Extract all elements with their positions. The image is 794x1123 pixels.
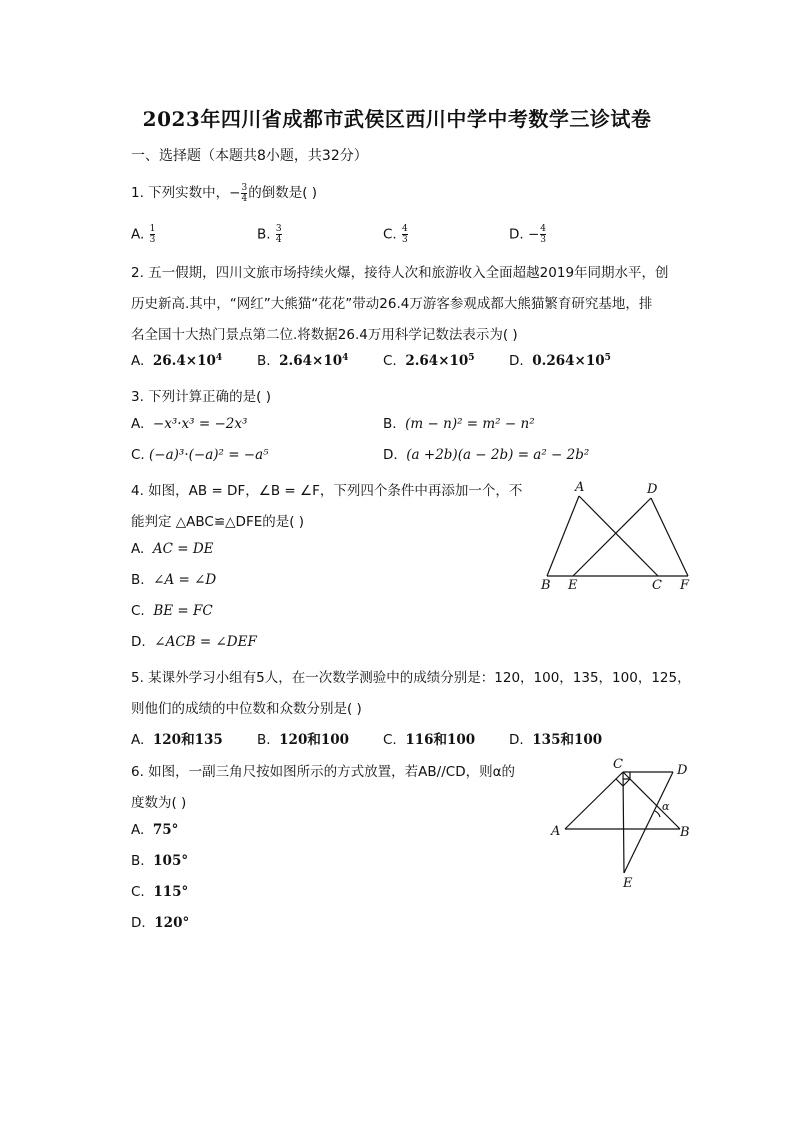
option-letter: D.: [509, 353, 524, 369]
option-expr: −x³·x³ = −2x³: [152, 416, 248, 432]
q6-option-a: [131, 822, 178, 838]
option-exp: 5: [468, 353, 475, 363]
q4-option-a: [131, 541, 214, 557]
q1-option-b: [257, 224, 283, 245]
option-expr: ∠ACB = ∠DEF: [154, 634, 257, 650]
q5-option-b: [257, 728, 349, 748]
option-expr: (m − n)² = m² − n²: [405, 416, 535, 432]
option-letter: B.: [257, 353, 271, 369]
option-letter: B.: [131, 853, 145, 869]
label-c: C: [652, 578, 662, 593]
q1-frac-num: 3: [241, 182, 248, 193]
alpha-arc: [655, 811, 660, 817]
q5-line-2: 则他们的成绩的中位数和众数分别是( ): [131, 701, 362, 717]
option-base: 0.264×10: [532, 353, 605, 369]
option-sign: −: [527, 226, 540, 243]
q5-option-d: [509, 728, 602, 748]
segment-ac: [579, 496, 658, 576]
frac-den: 3: [540, 235, 547, 245]
option-letter: A.: [131, 226, 145, 243]
q2-option-a: [131, 353, 222, 369]
q1-option-b-fraction: [276, 224, 282, 245]
option-letter: A.: [131, 353, 145, 369]
option-letter: D.: [509, 732, 524, 748]
frac-num: 3: [275, 224, 282, 234]
q3-option-a: [131, 416, 247, 432]
frac-num: 4: [540, 224, 547, 234]
q2-line-3: 名全国十大热门景点第二位.将数据26.4万用科学记数法表示为( ): [131, 327, 518, 343]
frac-den: 4: [275, 235, 282, 245]
option-letter: B.: [131, 572, 145, 588]
q3-stem: 3. 下列计算正确的是( ): [131, 389, 271, 405]
label-c: C: [613, 757, 623, 772]
option-text: 120和100: [279, 732, 350, 748]
q6-line-2: 度数为( ): [131, 795, 187, 811]
segment-ca: [565, 772, 623, 829]
section-heading: 一、选择题（本题共8小题，共32分）: [131, 148, 368, 164]
q1-option-c: [383, 224, 409, 245]
q5-option-a: [131, 728, 223, 748]
q3-option-d: [383, 447, 589, 463]
option-base: 2.64×10: [405, 353, 469, 369]
q1-frac-den: 4: [241, 193, 248, 204]
q4-option-d: [131, 634, 257, 650]
q6-line-1: 6. 如图，一副三角尺按如图所示的方式放置，若AB//CD，则α的: [131, 764, 515, 780]
q2-option-b: [257, 353, 348, 369]
option-text: 120和135: [152, 732, 223, 748]
option-text: 135和100: [532, 732, 603, 748]
option-letter: A.: [131, 416, 145, 432]
q1-option-a: [131, 224, 156, 245]
q1-option-a-fraction: [150, 224, 156, 245]
option-expr: BE = FC: [153, 603, 213, 619]
q3-option-b: [383, 416, 535, 432]
q6-option-d: [131, 915, 189, 931]
option-expr: AC = DE: [152, 541, 214, 557]
label-d: D: [677, 763, 688, 778]
q1-fraction: [241, 183, 247, 204]
option-letter: D.: [131, 634, 146, 650]
option-base: 2.64×10: [279, 353, 343, 369]
option-exp: 4: [342, 353, 349, 363]
frac-den: 3: [402, 235, 408, 245]
option-letter: C.: [131, 884, 145, 900]
segment-de: [573, 498, 651, 576]
q4-line-1: 4. 如图，AB = DF，∠B = ∠F，下列四个条件中再添加一个，不: [131, 483, 523, 499]
option-exp: 5: [604, 353, 611, 363]
option-text: 120°: [154, 915, 190, 931]
label-b: B: [680, 825, 690, 840]
option-text: 75°: [152, 822, 179, 838]
q1-option-d: [509, 224, 547, 245]
q1-stem-after: 的倒数是( ): [248, 185, 318, 201]
option-letter: C.: [383, 226, 397, 243]
label-d: D: [647, 482, 658, 497]
option-letter: A.: [131, 822, 145, 838]
segment-cb: [623, 772, 680, 829]
q2-option-c: [383, 353, 475, 369]
q5-line-1: 5. 某课外学习小组有5人，在一次数学测验中的成绩分别是：120，100，135，100，125，: [131, 670, 691, 686]
q1-option-d-fraction: [540, 224, 546, 245]
option-letter: A.: [131, 732, 145, 748]
q2-option-d: [509, 353, 611, 369]
option-letter: C.: [131, 603, 145, 619]
frac-den: 3: [149, 235, 156, 245]
option-letter: C.: [131, 447, 145, 463]
q6-option-c: [131, 884, 188, 900]
option-text: 105°: [153, 853, 189, 869]
option-letter: D.: [383, 447, 398, 463]
option-letter: C.: [383, 732, 397, 748]
label-a: A: [575, 480, 585, 495]
option-letter: B.: [257, 732, 271, 748]
segment-ab: [547, 496, 579, 576]
option-text: 115°: [153, 884, 189, 900]
q2-line-2: 历史新高.其中，“网红”大熊猫“花花”带动26.4万游客参观成都大熊猫繁育研究基地，排: [131, 296, 653, 312]
q5-option-c: [383, 728, 475, 748]
option-expr: (−a)³·(−a)² = −a⁵: [149, 447, 269, 463]
q6-option-b: [131, 853, 188, 869]
q4-line-2: 能判定 △ABC≌△DFE的是( ): [131, 514, 305, 530]
q1-sign: −: [229, 185, 241, 201]
label-b: B: [541, 578, 551, 593]
q1-stem-text: 1. 下列实数中，: [131, 185, 230, 201]
q2-line-1: 2. 五一假期，四川文旅市场持续火爆，接待人次和旅游收入全面超越2019年同期水平，创: [131, 265, 669, 281]
frac-num: 1: [149, 224, 156, 234]
option-exp: 4: [215, 353, 223, 363]
q4-figure: [535, 478, 700, 596]
q3-option-c: [131, 447, 269, 463]
q6-figure: [545, 755, 705, 893]
segment-ce: [623, 772, 624, 873]
label-e: E: [568, 578, 578, 593]
option-letter: B.: [257, 226, 271, 243]
label-a: A: [551, 824, 561, 839]
q4-option-c: [131, 603, 213, 619]
label-alpha: α: [662, 800, 670, 813]
option-expr: (a +2b)(a − 2b) = a² − 2b²: [406, 447, 590, 463]
option-letter: D.: [509, 226, 524, 243]
option-letter: B.: [383, 416, 397, 432]
label-f: F: [680, 578, 690, 593]
option-letter: D.: [131, 915, 146, 931]
option-expr: ∠A = ∠D: [153, 572, 217, 588]
page-title: 2023年四川省成都市武侯区西川中学中考数学三诊试卷: [142, 107, 652, 131]
q1-option-c-fraction: [402, 224, 408, 245]
label-e: E: [623, 876, 633, 891]
segment-df: [651, 498, 688, 576]
option-letter: C.: [383, 353, 397, 369]
option-letter: A.: [131, 541, 145, 557]
frac-num: 4: [402, 224, 408, 234]
option-base: 26.4×10: [152, 353, 216, 369]
segment-de: [624, 772, 673, 873]
question-1-stem: [131, 181, 317, 204]
option-text: 116和100: [405, 732, 476, 748]
q4-option-b: [131, 572, 216, 588]
